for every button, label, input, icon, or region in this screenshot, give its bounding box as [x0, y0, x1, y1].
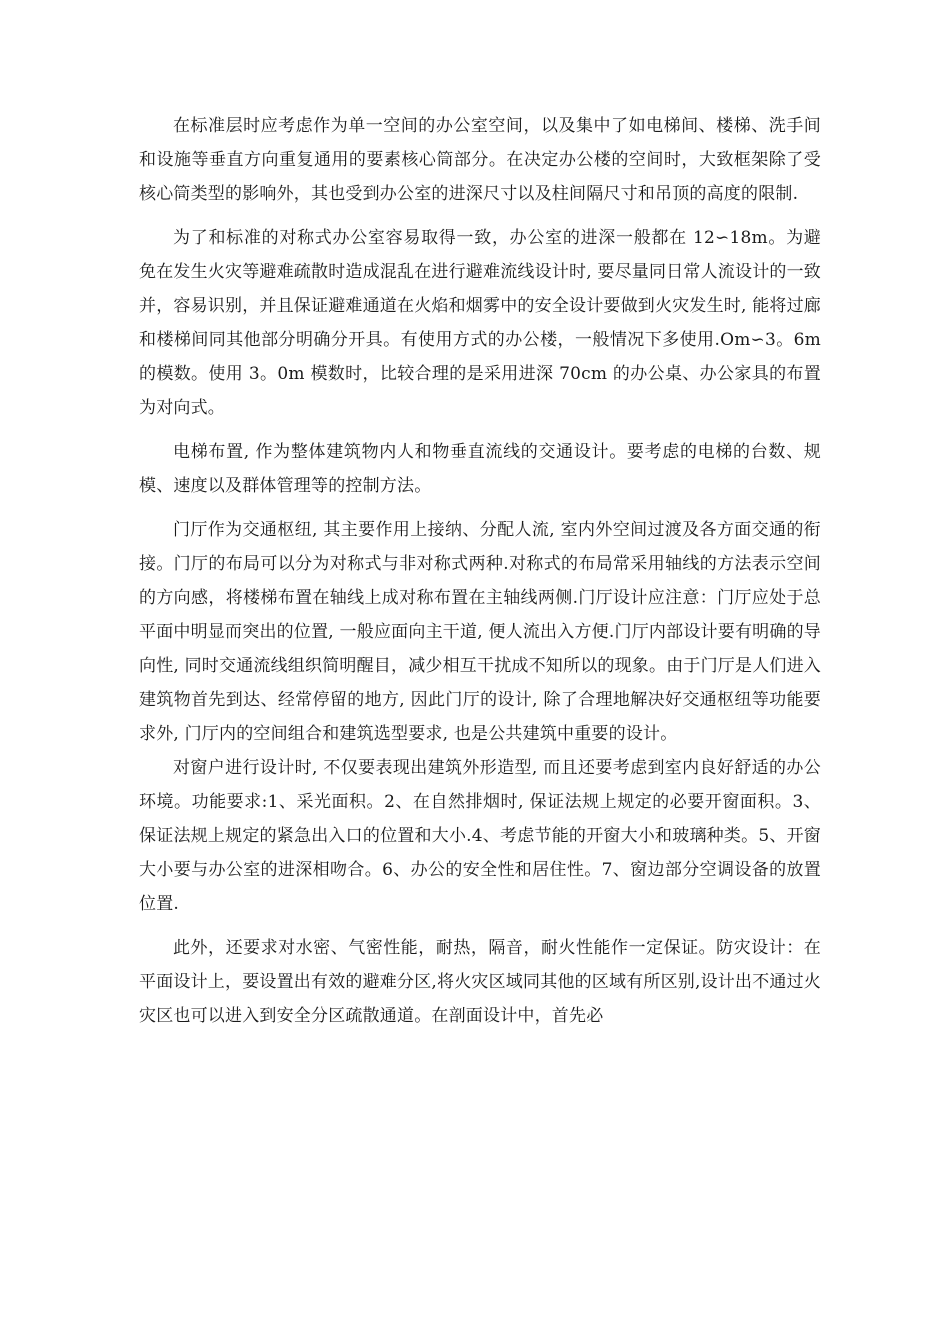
paragraph-disaster-prevention: 此外，还要求对水密、气密性能，耐热，隔音，耐火性能作一定保证。防灾设计：在平面设计上，要设置出有效的避难分区,将火灾区域同其他的区域有所区别,设计出不通过火灾区也可以进入到安全分区疏散通道。在剖面设计中，首先必	[139, 938, 822, 1026]
paragraph-lobby: 门厅作为交通枢纽, 其主要作用上接纳、分配人流, 室内外空间过渡及各方面交通的衔接。门厅的布局可以分为对称式与非对称式两种.对称式的布局常采用轴线的方法表示空间的方向感，将楼梯布置在轴线上成对称布置在主轴线两侧.门厅设计应注意：门厅应处于总平面中明显而突出的位置, 一般应面向主干道, 便人流出入方便.门厅内部设计要有明确的导向性, 同时交通流线组织简明醒目，减少相互干扰成不知所以的现象。由于门厅是人们进入建筑物首先到达、经常停留的地方, 因此门厅的设计, 除了合理地解决好交通枢纽等功能要求外, 门厅内的空间组合和建筑选型要求, 也是公共建筑中重要的设计。	[139, 520, 822, 744]
paragraph-windows: 对窗户进行设计时, 不仅要表现出建筑外形造型, 而且还要考虑到室内良好舒适的办公环境。功能要求:1、采光面积。2、在自然排烟时, 保证法规上规定的必要开窗面积。3、保证法规上规定的紧急出入口的位置和大小.4、考虑节能的开窗大小和玻璃种类。5、开窗大小要与办公室的进深相吻合。6、办公的安全性和居住性。7、窗边部分空调设备的放置位置.	[139, 758, 821, 914]
paragraph-office-depth: 为了和标准的对称式办公室容易取得一致，办公室的进深一般都在 12∽18m。为避免在发生火灾等避难疏散时造成混乱在进行避难流线设计时, 要尽量同日常人流设计的一致并，容易识别，并且保证避难通道在火焰和烟雾中的安全设计要做到火灾发生时, 能将过廊和楼梯间同其他部分明确分开具。有使用方式的办公楼，一般情况下多使用.Om∽3。6m 的模数。使用 3。0m 模数时，比较合理的是采用进深 70cm 的办公桌、办公家具的布置为对向式。	[139, 228, 822, 418]
paragraph-core-layout: 在标准层时应考虑作为单一空间的办公室空间，以及集中了如电梯间、楼梯、洗手间和设施等垂直方向重复通用的要素核心筒部分。在决定办公楼的空间时，大致框架除了受核心筒类型的影响外，其也受到办公室的进深尺寸以及柱间隔尺寸和吊顶的高度的限制.	[139, 116, 821, 204]
document-page	[139, 109, 821, 1033]
paragraph-elevator: 电梯布置, 作为整体建筑物内人和物垂直流线的交通设计。要考虑的电梯的台数、规模、速度以及群体管理等的控制方法。	[139, 442, 821, 496]
